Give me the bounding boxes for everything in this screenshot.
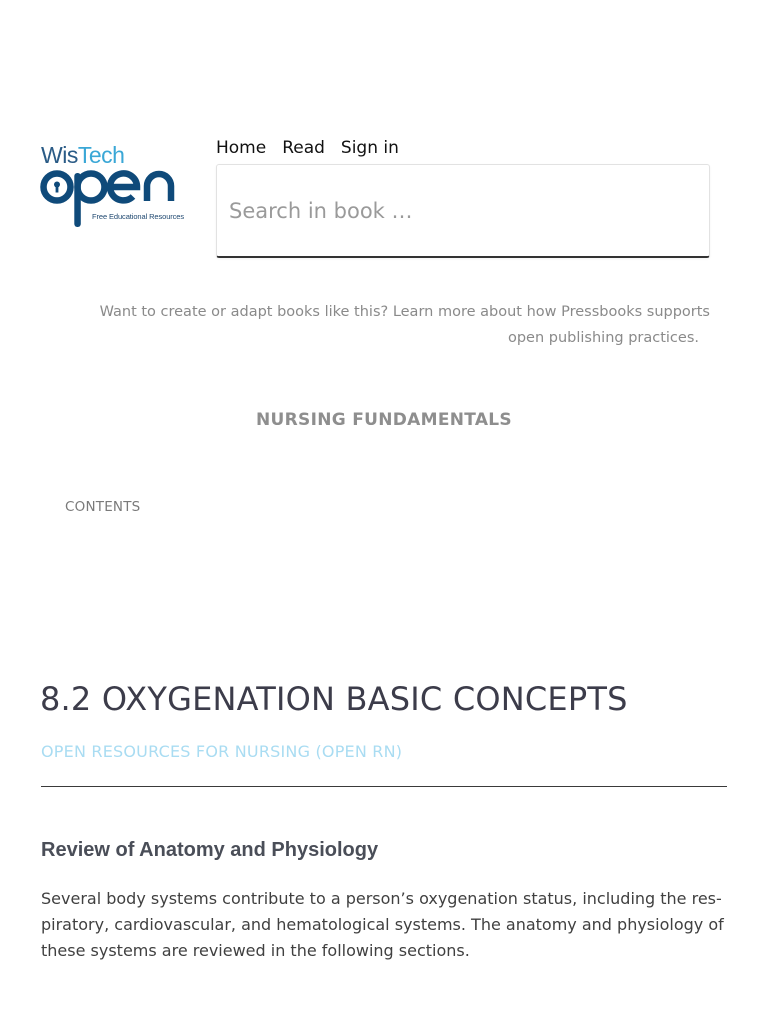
- search-box: [216, 164, 710, 258]
- search-input[interactable]: [217, 165, 709, 256]
- section-heading: Review of Anatomy and Physiology: [41, 839, 379, 861]
- promo-line-2[interactable]: open publishing practices.: [507, 330, 699, 346]
- logo-wis-text: Wis: [41, 142, 78, 168]
- body-paragraph: [41, 886, 727, 964]
- contents-toggle[interactable]: CONTENTS: [65, 499, 141, 515]
- logo-subtitle: Free Educational Resources: [92, 212, 185, 221]
- divider: [41, 786, 727, 787]
- body-line-2: piratory, cardiovascular, and hematological systems. The anatomy and physiology of: [41, 915, 724, 934]
- book-title[interactable]: NURSING FUNDAMENTALS: [256, 410, 512, 430]
- logo-tech-text: Tech: [77, 142, 125, 168]
- nav-sign-in-link[interactable]: Sign in: [340, 138, 399, 158]
- body-line-3: these systems are reviewed in the following sections.: [41, 941, 470, 960]
- wistech-open-logo[interactable]: [40, 140, 185, 232]
- nav-home-link[interactable]: Home: [216, 138, 267, 158]
- promo-line-1[interactable]: Want to create or adapt books like this? Learn more about how Pressbooks supports: [99, 304, 710, 320]
- nav-read-link[interactable]: Read: [282, 138, 325, 158]
- pressbooks-promo: [60, 299, 710, 351]
- logo-wordmark-top: [41, 142, 124, 168]
- body-line-1: Several body systems contribute to a person’s oxygenation status, including the res-: [41, 889, 722, 908]
- chapter-title: 8.2 OXYGENATION BASIC CONCEPTS: [40, 680, 628, 718]
- top-nav: [216, 138, 399, 158]
- chapter-author: OPEN RESOURCES FOR NURSING (OPEN RN): [41, 742, 403, 761]
